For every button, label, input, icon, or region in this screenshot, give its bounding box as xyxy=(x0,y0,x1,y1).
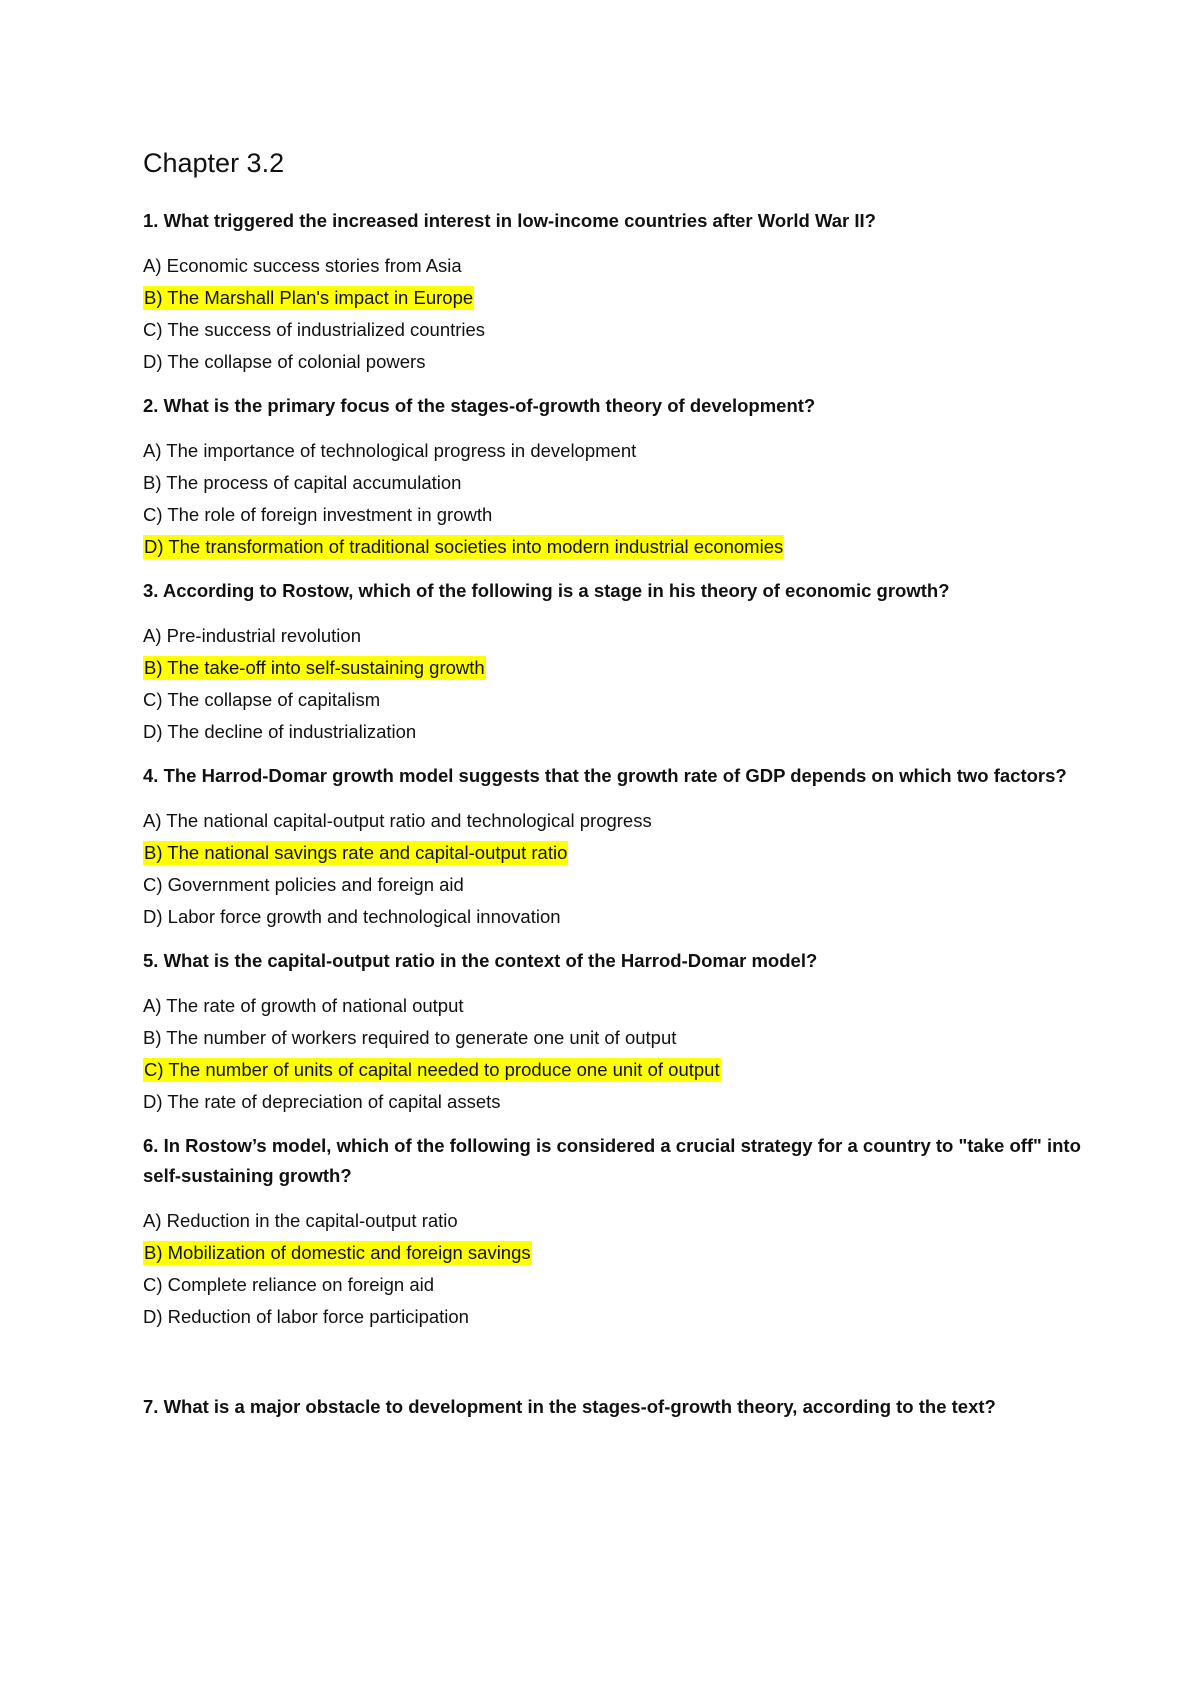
question-text: 4. The Harrod-Domar growth model suggests that the growth rate of GDP depends on which two factors? xyxy=(143,765,1067,786)
answer-option xyxy=(143,467,1083,499)
answer-option xyxy=(143,901,1083,933)
answer-option xyxy=(143,499,1083,531)
answer-option xyxy=(143,250,1083,282)
question-block xyxy=(143,576,1083,748)
answer-option-text: D) Labor force growth and technological innovation xyxy=(143,906,561,927)
answer-option xyxy=(143,869,1083,901)
question-text: 6. In Rostow’s model, which of the following is considered a crucial strategy for a country to "take off" into self-sustaining growth? xyxy=(143,1135,1081,1186)
answer-option xyxy=(143,531,1083,563)
question-block xyxy=(143,1392,1083,1422)
question-spacer xyxy=(143,563,1083,576)
answer-option xyxy=(143,346,1083,378)
answer-option-text: D) Reduction of labor force participation xyxy=(143,1306,469,1327)
answer-option-text: A) The national capital-output ratio and technological progress xyxy=(143,810,652,831)
answer-option-text: A) Pre-industrial revolution xyxy=(143,625,361,646)
highlighted-answer-text: C) The number of units of capital needed to produce one unit of output xyxy=(144,1059,720,1080)
answer-option-text: A) The importance of technological progress in development xyxy=(143,440,637,461)
chapter-title: Chapter 3.2 xyxy=(143,148,285,178)
question-text: 2. What is the primary focus of the stages-of-growth theory of development? xyxy=(143,395,816,416)
answer-option-text: B) The number of workers required to generate one unit of output xyxy=(143,1027,677,1048)
highlighted-answer-text: B) The Marshall Plan's impact in Europe xyxy=(144,287,474,308)
question-spacer xyxy=(143,1118,1083,1131)
question-list xyxy=(143,206,1083,1422)
answer-options xyxy=(143,805,1083,933)
answer-option xyxy=(143,1205,1083,1237)
question-spacer xyxy=(143,378,1083,391)
answer-option-text: D) The decline of industrialization xyxy=(143,721,417,742)
question-block xyxy=(143,946,1083,1118)
answer-option xyxy=(143,1054,1083,1086)
answer-option-text: C) The role of foreign investment in growth xyxy=(143,504,493,525)
answer-option-text: A) Economic success stories from Asia xyxy=(143,255,462,276)
answer-option-text: C) The success of industrialized countries xyxy=(143,319,486,340)
question-text: 7. What is a major obstacle to development in the stages-of-growth theory, according to the text? xyxy=(143,1396,996,1417)
answer-options xyxy=(143,620,1083,748)
question-spacer xyxy=(143,748,1083,761)
highlighted-answer-text: B) The national savings rate and capital-output ratio xyxy=(144,842,568,863)
highlighted-answer-text: B) Mobilization of domestic and foreign savings xyxy=(144,1242,531,1263)
question-block xyxy=(143,391,1083,563)
answer-option xyxy=(143,314,1083,346)
answer-option xyxy=(143,805,1083,837)
question-text: 3. According to Rostow, which of the following is a stage in his theory of economic growth? xyxy=(143,580,950,601)
question-block xyxy=(143,761,1083,933)
answer-options xyxy=(143,250,1083,378)
document-content xyxy=(143,146,1083,1436)
question-text: 5. What is the capital-output ratio in the context of the Harrod-Domar model? xyxy=(143,950,818,971)
answer-option xyxy=(143,652,1083,684)
question-text: 1. What triggered the increased interest in low-income countries after World War II? xyxy=(143,210,876,231)
answer-options xyxy=(143,990,1083,1118)
answer-option xyxy=(143,1237,1083,1269)
answer-option-text: C) The collapse of capitalism xyxy=(143,689,381,710)
answer-option-text: A) The rate of growth of national output xyxy=(143,995,464,1016)
answer-option xyxy=(143,837,1083,869)
answer-option xyxy=(143,716,1083,748)
answer-option xyxy=(143,620,1083,652)
answer-options xyxy=(143,435,1083,563)
answer-option xyxy=(143,684,1083,716)
answer-option xyxy=(143,1022,1083,1054)
answer-option xyxy=(143,990,1083,1022)
highlighted-answer-text: D) The transformation of traditional societies into modern industrial economies xyxy=(144,536,784,557)
answer-option xyxy=(143,435,1083,467)
question-block xyxy=(143,1131,1083,1333)
answer-option xyxy=(143,1301,1083,1333)
question-block xyxy=(143,206,1083,378)
answer-option-text: C) Complete reliance on foreign aid xyxy=(143,1274,435,1295)
question-spacer xyxy=(143,933,1083,946)
question-spacer xyxy=(143,1333,1083,1392)
highlighted-answer-text: B) The take-off into self-sustaining growth xyxy=(144,657,485,678)
answer-option-text: D) The rate of depreciation of capital assets xyxy=(143,1091,501,1112)
answer-option xyxy=(143,1269,1083,1301)
answer-option-text: B) The process of capital accumulation xyxy=(143,472,462,493)
answer-option-text: D) The collapse of colonial powers xyxy=(143,351,426,372)
answer-option xyxy=(143,282,1083,314)
answer-option-text: C) Government policies and foreign aid xyxy=(143,874,464,895)
answer-option-text: A) Reduction in the capital-output ratio xyxy=(143,1210,458,1231)
answer-options xyxy=(143,1205,1083,1333)
answer-option xyxy=(143,1086,1083,1118)
